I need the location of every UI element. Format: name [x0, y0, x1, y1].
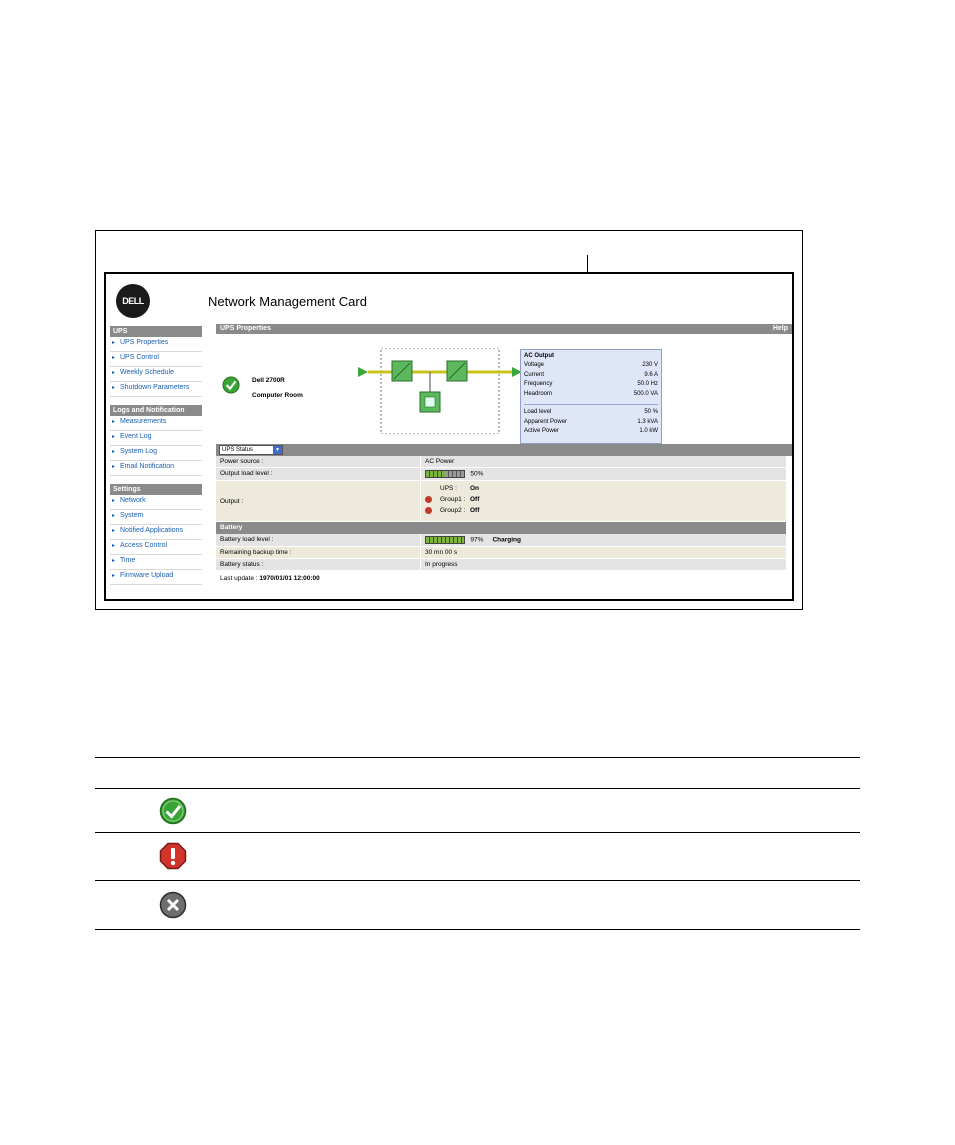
last-update: [216, 571, 786, 586]
nmc-screenshot: [104, 272, 794, 601]
input-arrow-icon: [358, 367, 368, 377]
sidebar-item-firmware-upload[interactable]: ▸ Firmware Upload: [110, 570, 202, 585]
voltage-value: 230 V: [642, 362, 658, 368]
backup-time-label: Remaining backup time :: [220, 549, 292, 556]
sidebar-item-system[interactable]: ▸ System: [110, 510, 202, 525]
frequency-value: 50.0 Hz: [637, 381, 658, 387]
ups-flow-diagram: [358, 348, 528, 434]
table-row: [216, 559, 786, 571]
apparent-power-value: 1.3 kVA: [637, 418, 658, 425]
output-load-meter: [425, 470, 465, 478]
status-table: [216, 456, 786, 586]
sidebar-item-email-notification[interactable]: ▸ Email Notification: [110, 461, 202, 476]
load-level-label: Load level: [524, 409, 552, 415]
sidebar-item-event-log[interactable]: ▸ Event Log: [110, 431, 202, 446]
legend-rule: [95, 788, 860, 789]
current-label: Current: [524, 371, 545, 378]
power-source-value: AC Power: [420, 456, 786, 467]
properties-header: [216, 324, 792, 334]
output-label-text: Output :: [220, 497, 244, 505]
sidebar-item-shutdown-parameters[interactable]: ▸ Shutdown Parameters: [110, 382, 202, 397]
sidebar-item-measurements[interactable]: ▸ Measurements: [110, 416, 202, 431]
sidebar-item-weekly-schedule[interactable]: ▸ Weekly Schedule: [110, 367, 202, 382]
sidebar-item-access-control[interactable]: ▸ Access Control: [110, 540, 202, 555]
sidebar-item-ups-properties[interactable]: ▸ UPS Properties: [110, 337, 202, 352]
sidebar-item-notified-applications[interactable]: ▸ Notified Applications: [110, 525, 202, 540]
sidebar-item-ups-control[interactable]: ▸ UPS Control: [110, 352, 202, 367]
load-level-value: 50 %: [644, 409, 658, 415]
alarm-icon: [159, 842, 187, 870]
help-link[interactable]: Help: [772, 325, 788, 332]
table-row: [216, 468, 786, 481]
current-value: 9.6 A: [644, 371, 658, 378]
sidebar-group-logs: Logs and Notification: [110, 405, 202, 416]
outlet-group2: [425, 505, 782, 516]
table-row: [216, 456, 786, 468]
sidebar-group-settings: Settings: [110, 484, 202, 495]
last-update-label: Last update :: [220, 575, 258, 582]
frequency-label: Frequency: [524, 381, 553, 387]
app-title: Network Management Card: [208, 294, 367, 309]
table-row: [216, 547, 786, 559]
ups-model: Dell 2700R: [252, 377, 285, 384]
ups-ok-icon: [222, 376, 240, 394]
legend-rule: [95, 929, 860, 930]
battery-load-meter: [425, 536, 465, 544]
check-icon: [159, 797, 187, 825]
status-select-bar: [216, 444, 792, 456]
ac-output-title: AC Output: [524, 353, 554, 359]
outlet-ups: [425, 483, 782, 494]
outlet-group1: [425, 494, 782, 505]
backup-time-value: 30 mn 00 s: [420, 547, 786, 558]
outlet-group1-name: Group1 :: [440, 496, 466, 503]
legend-rule: [95, 880, 860, 881]
sidebar-group-ups: UPS: [110, 326, 202, 337]
sidebar: [110, 324, 202, 585]
outlet-off-icon: [425, 507, 432, 514]
active-power-label: Active Power: [524, 428, 560, 434]
main-panel: [216, 324, 792, 586]
sidebar-item-system-log[interactable]: ▸ System Log: [110, 446, 202, 461]
outlet-group2-name: Group2 :: [440, 507, 466, 514]
chevron-down-icon[interactable]: ▼: [273, 446, 282, 454]
apparent-power-label: Apparent Power: [524, 418, 568, 425]
dell-logo: DELL: [116, 284, 150, 318]
active-power-value: 1.0 kW: [639, 428, 658, 434]
cross-icon: [159, 891, 187, 919]
status-select[interactable]: [219, 445, 283, 455]
battery-load-value: 97%: [470, 536, 484, 544]
battery-status-label: Battery status :: [220, 561, 264, 568]
status-area: [216, 334, 792, 434]
battery-load-label: Battery load level :: [220, 536, 274, 543]
properties-title: UPS Properties: [220, 325, 271, 332]
power-source-label: Power source :: [220, 458, 264, 465]
outlet-group1-state: Off: [470, 496, 480, 503]
table-row: [216, 481, 786, 522]
outlet-off-icon: [425, 496, 432, 503]
outlet-ups-state: On: [470, 485, 480, 492]
battery-section-header: Battery: [216, 522, 786, 534]
legend-rule: [95, 757, 860, 758]
voltage-label: Voltage: [524, 362, 545, 368]
output-label: [216, 481, 420, 521]
last-update-value: 1970/01/01 12:00:00: [259, 575, 320, 582]
headroom-value: 500.0 VA: [633, 390, 658, 397]
output-load-label: Output load level :: [220, 470, 273, 477]
ac-output-panel: [520, 349, 662, 444]
outlet-group2-state: Off: [470, 507, 480, 514]
table-row: [216, 534, 786, 547]
ups-location: Computer Room: [252, 392, 303, 399]
status-select-value: UPS Status: [222, 447, 254, 453]
charging-status: Charging: [492, 536, 521, 544]
output-load-value: 50%: [470, 470, 484, 478]
battery-status-value: In progress: [420, 559, 786, 570]
legend-rule: [95, 832, 860, 833]
sidebar-item-network[interactable]: ▸ Network: [110, 495, 202, 510]
headroom-label: Headroom: [524, 390, 553, 397]
outlet-ups-name: UPS :: [440, 485, 457, 492]
sidebar-item-time[interactable]: ▸ Time: [110, 555, 202, 570]
